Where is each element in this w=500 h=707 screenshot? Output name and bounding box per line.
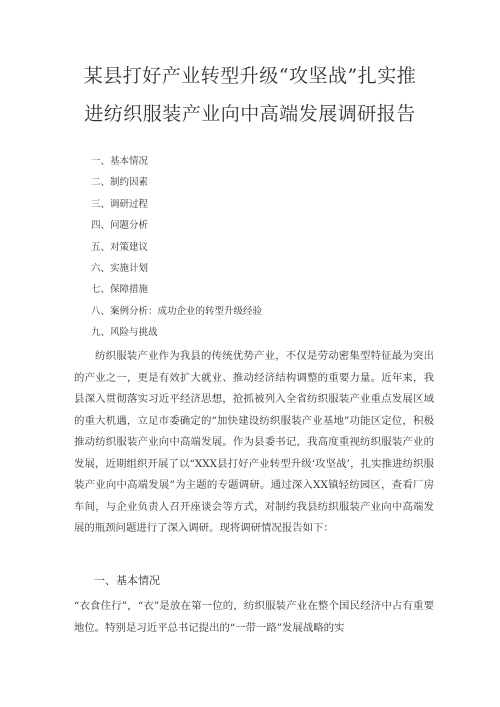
- toc-item: 四、问题分析: [91, 220, 149, 232]
- intro-paragraph: 纺织服装产业作为我县的传统优势产业，不仅是劳动密集型特征最为突出的产业之一，更是有效扩大就业、推动经济结构调整的重要力量。近年来，我县深入贯彻落实习近平经济思想，抢抓被列入全省纺织服装产业重点发展区域的重大机遇，立足市委确定的“加快建设纺织服装产业基地”功能区定位，积极推动纺织服装产业向中高端发展。作为县委书记，我高度重视纺织服装产业的发展，近期组织开展了以“XXX县打好产业转型升级‘攻坚战’，扎实推进纺织服装产业向中高端发展”为主题的专题调研。通过深入XX镇轻纺园区，查看厂房车间，与企业负责人召开座谈会等方式，对制约我县纺织服装产业向中高端发展的瓶颈问题进行了深入调研。现将调研情况报告如下：: [74, 350, 434, 534]
- toc-item: 九、风险与挑战: [91, 327, 158, 339]
- document-title-line-1: 某县打好产业转型升级“攻坚战”扎实推: [83, 65, 417, 87]
- section-heading-basic-situation: 一、基本情况: [94, 574, 160, 587]
- toc-item: 七、保障措施: [91, 284, 149, 296]
- toc-item: 二、制约因素: [91, 177, 149, 189]
- toc-item: 六、实施计划: [91, 262, 149, 274]
- section-paragraph: “衣食住行”，“衣”是放在第一位的，纺织服装产业在整个国民经济中占有重要地位。特别是习近平总书记提出的“一带一路”发展战略的实: [74, 600, 434, 634]
- toc-item: 八、案例分析：成功企业的转型升级经验: [91, 305, 263, 317]
- toc-item: 五、对策建议: [91, 241, 149, 253]
- document-title-line-2: 进纺织服装产业向中高端发展调研报告: [84, 103, 416, 125]
- toc-item: 三、调研过程: [91, 198, 149, 210]
- table-of-contents: [91, 157, 262, 350]
- toc-item: 一、基本情况: [91, 156, 149, 167]
